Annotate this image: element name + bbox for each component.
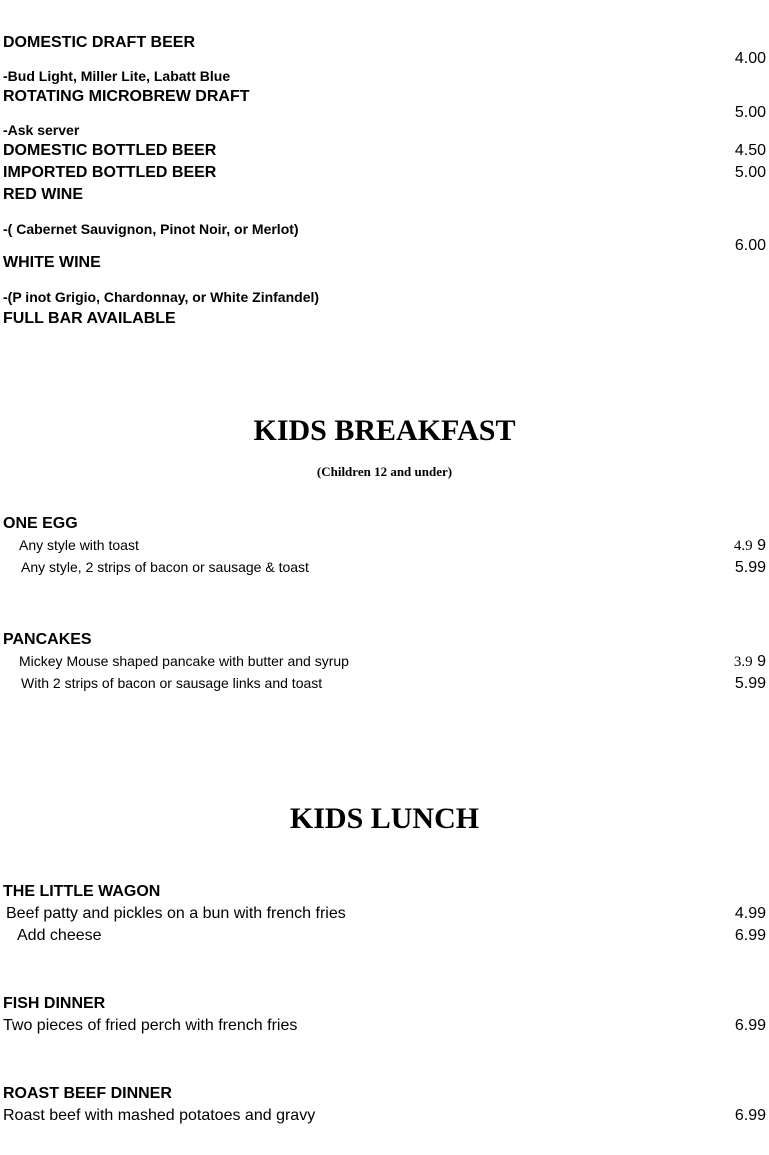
menu-option-price: 5.99 [734,559,766,576]
menu-item-name: DOMESTIC DRAFT BEER [3,34,195,51]
menu-item-name: PANCAKES [3,631,92,648]
full-bar-note: FULL BAR AVAILABLE [3,310,176,327]
menu-item-name: FISH DINNER [3,995,106,1012]
menu-item-description: -( Cabernet Sauvignon, Pinot Noir, or Merlot) [3,221,299,237]
menu-item-name: THE LITTLE WAGON [3,883,161,900]
menu-option-price [734,654,766,670]
menu-item-price: 6.99 [734,1017,766,1034]
menu-option-description: Beef patty and pickles on a bun with french fries [6,905,346,922]
menu-item-name: WHITE WINE [3,254,101,271]
menu-item-price: 5.00 [734,104,766,121]
menu-item-name: DOMESTIC BOTTLED BEER [3,142,217,159]
menu-item-name: IMPORTED BOTTLED BEER [3,164,217,181]
price-suffix: 9 [757,537,766,554]
menu-option-description: Add cheese [17,927,102,944]
price-main: 3.9 [733,654,753,670]
menu-item-description: Roast beef with mashed potatoes and gravy [3,1107,316,1124]
menu-option-price [734,538,766,554]
menu-item-price: 6.99 [734,1107,766,1124]
menu-item-price: 5.00 [734,164,766,181]
menu-item-name: RED WINE [3,186,83,203]
menu-option-description: Any style, 2 strips of bacon or sausage & toast [21,559,309,575]
menu-item-name: ONE EGG [3,515,78,532]
menu-option-price: 6.99 [734,927,766,944]
menu-item-name: ROAST BEEF DINNER [3,1085,172,1102]
section-title: KIDS LUNCH [289,802,480,835]
price-suffix: 9 [757,653,766,670]
section-subtitle: (Children 12 and under) [316,464,453,479]
menu-item-price: 4.50 [734,142,766,159]
menu-item-description: Two pieces of fried perch with french fries [3,1017,298,1034]
menu-option-price: 4.99 [734,905,766,922]
menu-item-price: 6.00 [734,237,766,254]
menu-option-description: Any style with toast [19,537,139,553]
menu-option-description: Mickey Mouse shaped pancake with butter and syrup [19,653,349,669]
menu-item-price: 4.00 [734,50,766,67]
price-main: 4.9 [733,538,753,554]
menu-item-description: -Ask server [3,122,80,138]
section-title: KIDS BREAKFAST [253,414,516,447]
menu-option-description: With 2 strips of bacon or sausage links and toast [21,675,323,691]
menu-item-description: -(P inot Grigio, Chardonnay, or White Zinfandel) [3,289,320,305]
menu-item-description: -Bud Light, Miller Lite, Labatt Blue [3,68,231,84]
menu-option-price: 5.99 [734,675,766,692]
menu-item-name: ROTATING MICROBREW DRAFT [3,88,250,105]
